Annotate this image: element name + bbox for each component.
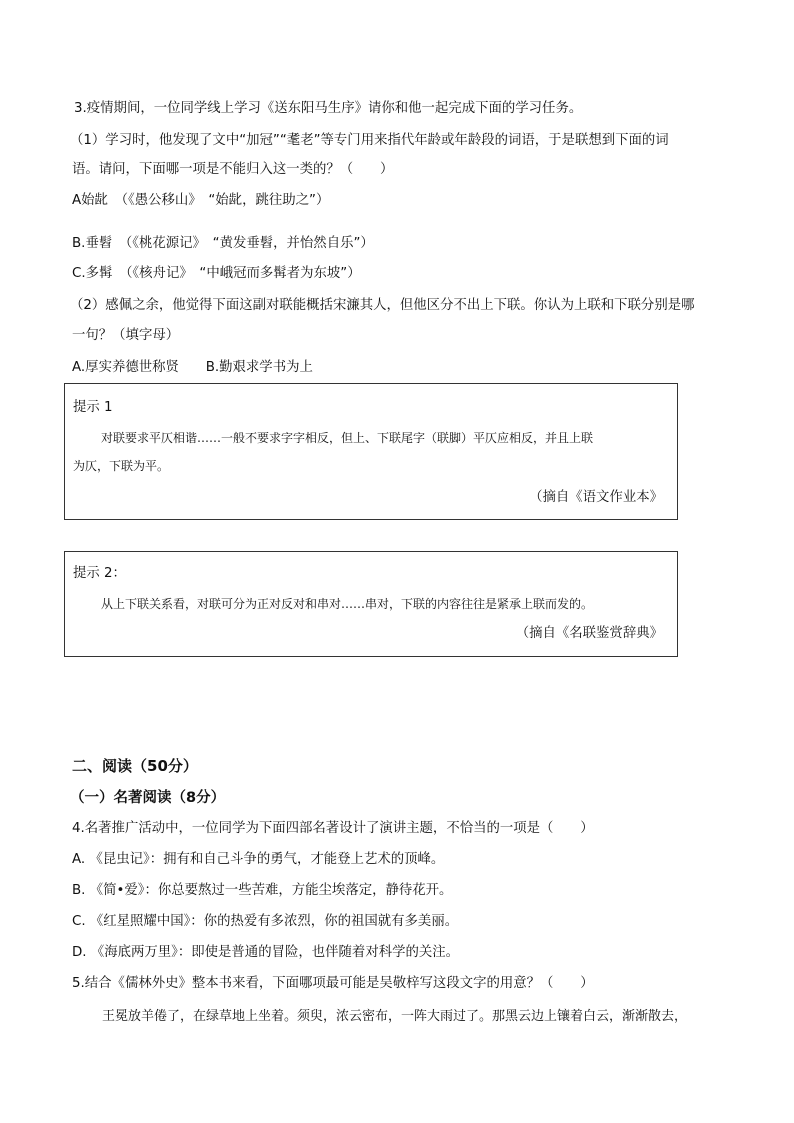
tip-1-label: 提示 1 xyxy=(73,400,113,415)
tip-1-source: （摘自《语文作业本》 xyxy=(529,490,663,505)
question-3-title: 3.疫情期间，一位同学线上学习《送东阳马生序》请你和他一起完成下面的学习任务。 xyxy=(74,101,583,116)
question-3-part1-line2: 语。请问，下面哪一项是不能归入这一类的？（ ） xyxy=(72,162,394,177)
question-3-part2-line2: 一句？（填字母） xyxy=(72,328,180,343)
tip-1-line1: 对联要求平仄相谐……一般不要求字字相反，但上、下联尾字（联脚）平仄应相反，并且上联 xyxy=(101,431,594,445)
tip-2-box xyxy=(64,551,678,657)
option-a: A始龀 （《愚公移山》 “始龀，跳往助之”） xyxy=(72,193,330,208)
section-2-sub1-heading: （一）名著阅读（8分） xyxy=(70,790,226,806)
question-3-part2-line1: （2）感佩之余，他觉得下面这副对联能概括宋濂其人，但他区分不出上下联。你认为上联和下联分别是哪 xyxy=(70,298,695,313)
question-4-option-a: A. 《昆虫记》：拥有和自己斗争的勇气，才能登上艺术的顶峰。 xyxy=(72,852,445,867)
question-5-title: 5.结合《儒林外史》整本书来看，下面哪项最可能是吴敬梓写这段文字的用意？（ ） xyxy=(72,976,594,991)
couplet-options: A.厚实养德世称贤 B.勤艰求学书为上 xyxy=(72,360,313,375)
tip-1-line2: 为仄，下联为平。 xyxy=(73,459,170,473)
question-5-passage: 王冕放羊倦了，在绿草地上坐着。须臾，浓云密布，一阵大雨过了。那黑云边上镶着白云，渐渐散去， xyxy=(102,1009,688,1024)
option-c: C.多髯 （《核舟记》 “中峨冠而多髯者为东坡”） xyxy=(72,266,361,281)
tip-2-source: （摘自《名联鉴赏辞典》 xyxy=(515,626,663,641)
option-b: B.垂髫 （《桃花源记》 “黄发垂髫，并怡然自乐”） xyxy=(72,236,374,251)
question-4-title: 4.名著推广活动中，一位同学为下面四部名著设计了演讲主题，不恰当的一项是（ ） xyxy=(72,821,594,836)
question-4-option-b: B. 《简•爱》：你总要熬过一些苦难，方能尘埃落定，静待花开。 xyxy=(72,883,453,898)
tip-2-label: 提示 2： xyxy=(73,566,126,581)
tip-2-line1: 从上下联关系看，对联可分为正对反对和串对……串对，下联的内容往往是紧承上联而发的。 xyxy=(101,597,594,611)
tip-1-box xyxy=(64,383,678,520)
question-3-part1-line1: （1）学习时，他发现了文中“加冠”“耄老”等专门用来指代年龄或年龄段的词语，于是联想到下面的词 xyxy=(70,133,669,148)
question-4-option-c: C. 《红星照耀中国》：你的热爱有多浓烈，你的祖国就有多美丽。 xyxy=(72,914,459,929)
section-2-heading: 二、阅读（50分） xyxy=(72,757,198,775)
question-4-option-d: D. 《海底两万里》：即使是普通的冒险，也伴随着对科学的关注。 xyxy=(72,945,460,960)
